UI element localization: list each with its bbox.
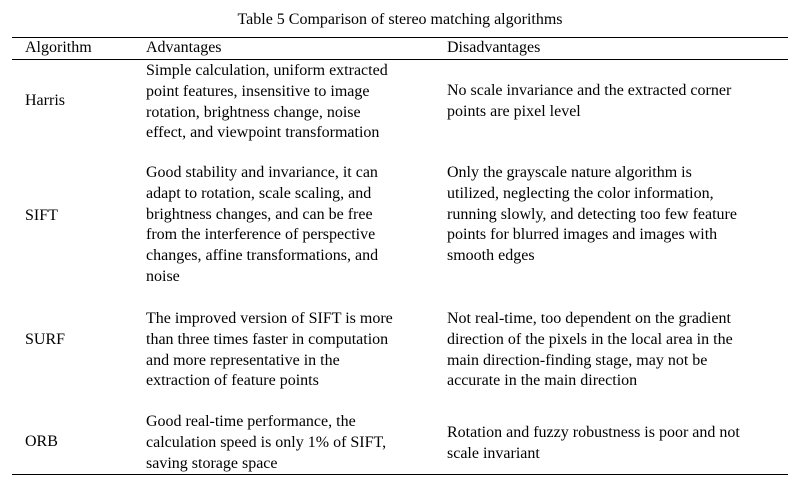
- advantages-cell-sift: [146, 163, 378, 288]
- row-name-surf: SURF: [25, 331, 66, 348]
- disadvantages-line: scale invariant: [447, 444, 540, 462]
- disadvantages-line: No scale invariance and the extracted corner: [447, 82, 732, 99]
- advantages-line: from the interference of perspective: [146, 226, 376, 244]
- disadvantages-line: Only the grayscale nature algorithm is: [447, 164, 692, 181]
- advantages-line: than three times faster in computation: [146, 330, 389, 348]
- advantages-line: extraction of feature points: [146, 372, 319, 390]
- advantages-line: effect, and viewpoint transformation: [146, 124, 380, 142]
- advantages-line: and more representative in the: [146, 351, 340, 369]
- advantages-line: point features, insensitive to image: [146, 82, 370, 100]
- disadvantages-line: Not real-time, too dependent on the gradient: [447, 310, 731, 327]
- advantages-line: adapt to rotation, scale scaling, and: [146, 184, 372, 202]
- disadvantages-line: running slowly, and detecting too few feature: [447, 205, 737, 223]
- disadvantages-cell-sift: [447, 163, 737, 267]
- row-name-sift: SIFT: [25, 207, 58, 224]
- header-disadvantages: Disadvantages: [447, 39, 541, 56]
- table-bottom-rule: [12, 474, 788, 475]
- advantages-cell-orb: [146, 412, 386, 474]
- disadvantages-line: Rotation and fuzzy robustness is poor and not: [447, 424, 740, 441]
- advantages-line: brightness changes, and can be free: [146, 205, 373, 223]
- advantages-cell-harris: [146, 61, 388, 144]
- header-advantages: Advantages: [146, 39, 222, 56]
- advantages-line: The improved version of SIFT is more: [146, 310, 393, 327]
- disadvantages-line: utilized, neglecting the color information,: [447, 184, 714, 202]
- table-caption: Table 5 Comparison of stereo matching algorithms: [237, 11, 563, 28]
- disadvantages-line: direction of the pixels in the local area in the: [447, 330, 733, 348]
- table-header-rule: [12, 59, 788, 60]
- disadvantages-line: points are pixel level: [447, 102, 581, 120]
- advantages-line: noise: [146, 267, 180, 285]
- disadvantages-cell-orb: [447, 423, 740, 465]
- advantages-cell-surf: [146, 309, 393, 392]
- advantages-line: rotation, brightness change, noise: [146, 103, 361, 121]
- advantages-line: Simple calculation, uniform extracted: [146, 62, 388, 79]
- disadvantages-line: points for blurred images and images with: [447, 226, 718, 244]
- disadvantages-line: accurate in the main direction: [447, 372, 638, 390]
- disadvantages-cell-surf: [447, 309, 733, 392]
- advantages-line: Good stability and invariance, it can: [146, 164, 378, 181]
- header-algorithm: Algorithm: [25, 39, 92, 56]
- disadvantages-line: smooth edges: [447, 247, 535, 265]
- row-name-orb: ORB: [25, 433, 58, 450]
- advantages-line: changes, affine transformations, and: [146, 247, 379, 265]
- disadvantages-line: main direction-finding stage, may not be: [447, 351, 708, 369]
- row-name-harris: Harris: [25, 92, 65, 109]
- advantages-line: Good real-time performance, the: [146, 413, 356, 430]
- table-top-rule: [12, 37, 788, 38]
- advantages-line: saving storage space: [146, 454, 278, 472]
- disadvantages-cell-harris: [447, 81, 731, 123]
- advantages-line: calculation speed is only 1% of SIFT,: [146, 433, 387, 451]
